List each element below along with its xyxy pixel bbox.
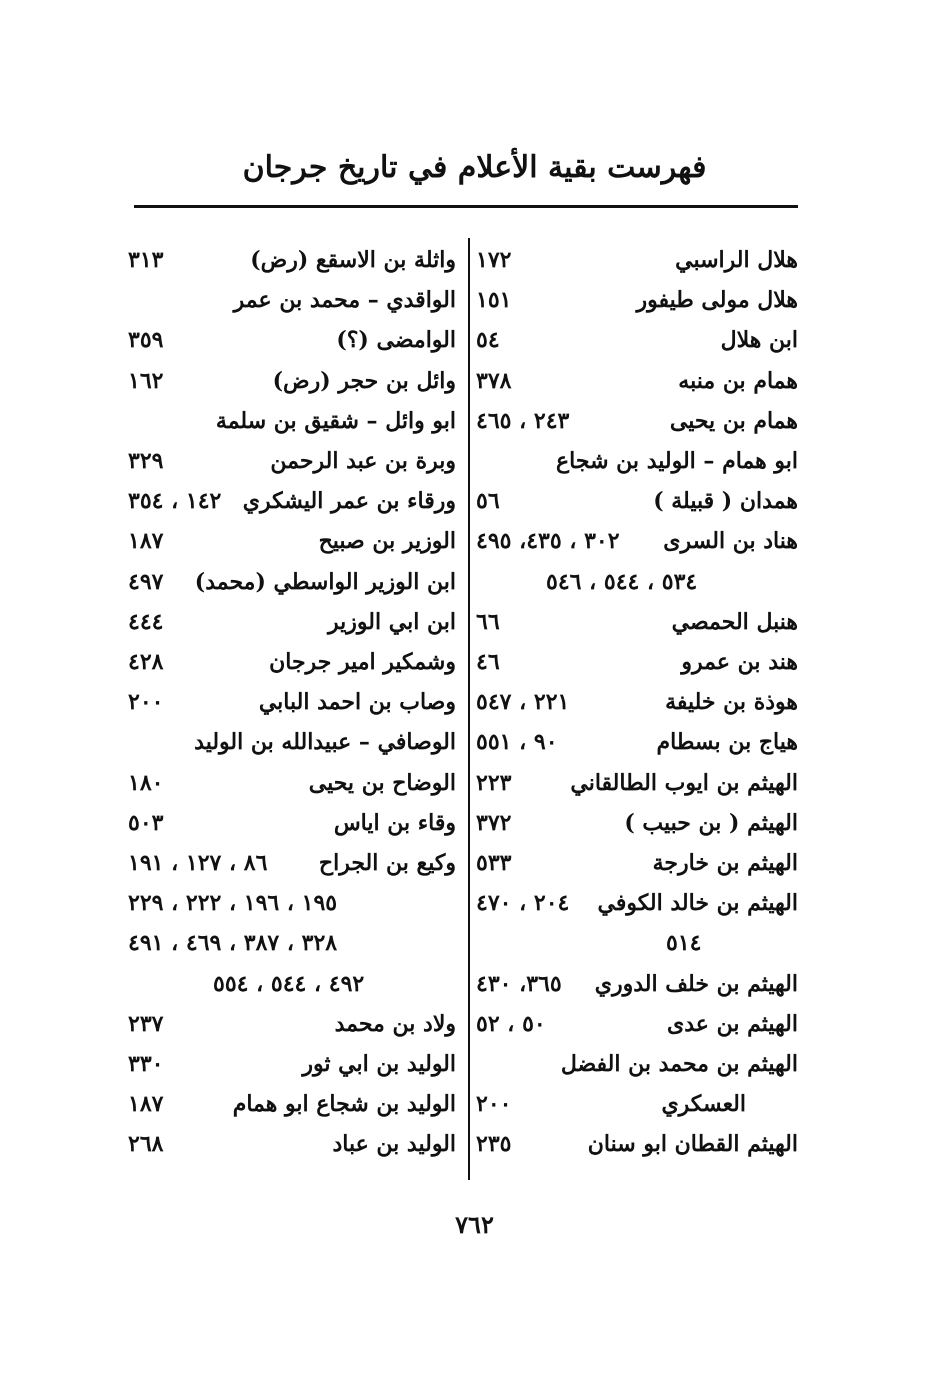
entry-name: الواقدي – محمد بن عمر	[233, 287, 456, 314]
index-entry	[476, 883, 798, 923]
index-entry	[128, 401, 456, 441]
index-entry	[476, 1084, 798, 1124]
index-entry	[128, 642, 456, 682]
index-entry	[128, 280, 456, 320]
index-entry	[128, 441, 456, 481]
entry-pages: ٤٦	[476, 649, 500, 675]
index-entry	[476, 803, 798, 843]
entry-pages: ٥١٤	[666, 930, 702, 957]
page-title	[0, 150, 949, 185]
entry-pages: ٣٧٨	[476, 367, 512, 394]
entry-pages: ٤٤٤	[128, 608, 164, 635]
index-entry	[476, 280, 798, 320]
entry-name: وائل بن حجر (رض)	[272, 367, 456, 394]
entry-pages: ١٤٢ ، ٣٥٤	[128, 488, 222, 515]
entry-name: الهيثم القطان ابو سنان	[587, 1131, 798, 1158]
entry-pages: ٥٣٣	[476, 850, 512, 876]
index-entry	[476, 923, 798, 963]
index-entry	[128, 1004, 456, 1044]
entry-pages: ٢٠٠	[128, 689, 164, 716]
entry-pages: ٢٠٤ ، ٤٧٠	[476, 890, 570, 917]
index-entry	[476, 361, 798, 401]
entry-name: وقاء بن اياس	[333, 809, 456, 836]
index-entry	[128, 843, 456, 883]
index-entry	[476, 964, 798, 1004]
entry-name: الهيثم ( بن حبيب )	[624, 809, 798, 836]
index-entry	[476, 1044, 798, 1084]
entry-pages: ٢٣٧	[128, 1010, 164, 1037]
entry-pages: ٨٦ ، ١٢٧ ، ١٩١	[128, 850, 268, 876]
entry-name: الوليد بن عباد	[332, 1131, 456, 1158]
entry-name: ابن ابي الوزير	[328, 608, 456, 635]
entry-name: هلال مولى طيفور	[636, 287, 798, 314]
index-column-right	[476, 240, 798, 1180]
entry-pages: ٩٠ ، ٥٥١	[476, 729, 558, 756]
entry-name: ورقاء بن عمر اليشكري	[242, 488, 456, 515]
entry-pages: ٢٢١ ، ٥٤٧	[476, 689, 570, 716]
entry-pages: ٢٤٣ ، ٤٦٥	[476, 407, 570, 434]
entry-pages: ٢٠٠	[476, 1091, 512, 1118]
index-entry	[128, 682, 456, 722]
index-entry	[476, 843, 798, 883]
entry-name: هناد بن السرى	[663, 528, 798, 555]
index-entry	[128, 602, 456, 642]
entry-name: ابو همام – الوليد بن شجاع	[556, 448, 798, 474]
entry-name: الوليد بن شجاع ابو همام	[232, 1091, 456, 1118]
entry-pages: ١٩٥ ، ١٩٦ ، ٢٢٢ ، ٢٢٩	[128, 890, 338, 917]
index-entry	[128, 521, 456, 561]
index-entry	[128, 763, 456, 803]
entry-name: الهيثم بن ايوب الطالقاني	[570, 769, 798, 796]
entry-pages: ٤٢٨	[128, 649, 164, 675]
entry-name: الوصافي – عبيدالله بن الوليد	[194, 729, 456, 756]
entry-name: هلال الراسبي	[675, 247, 798, 273]
entry-pages: ٦٦	[476, 608, 500, 635]
index-entry	[476, 320, 798, 360]
entry-pages: ٣٧٢	[476, 809, 512, 836]
entry-name: واثلة بن الاسقع (رض)	[250, 247, 456, 273]
header-rule	[134, 205, 798, 208]
entry-name: ولاد بن محمد	[334, 1010, 456, 1037]
index-entry	[476, 682, 798, 722]
index-entry	[128, 361, 456, 401]
index-entry	[128, 481, 456, 521]
entry-name: الوضاح بن يحيى	[308, 769, 456, 796]
index-entry	[128, 562, 456, 602]
index-entry	[128, 320, 456, 360]
entry-name: هوذة بن خليفة	[665, 689, 798, 716]
entry-name: الهيثم بن محمد بن الفضل	[560, 1051, 798, 1077]
entry-name: ابو وائل – شقيق بن سلمة	[215, 407, 456, 434]
column-divider	[468, 238, 470, 1180]
entry-pages: ٢٣٥	[476, 1131, 512, 1158]
entry-pages: ٣٠٢ ، ٤٣٥، ٤٩٥	[476, 528, 620, 555]
index-entry	[476, 642, 798, 682]
entry-name: وشمكير امير جرجان	[269, 649, 456, 675]
entry-pages: ٥٠٣	[128, 809, 164, 836]
entry-name: الهيثم بن عدى	[667, 1010, 798, 1037]
entry-name: ابن هلال	[720, 327, 798, 354]
entry-name: الهيثم بن خلف الدوري	[594, 970, 798, 997]
entry-name: العسكري	[661, 1091, 746, 1118]
entry-pages: ٣١٣	[128, 247, 164, 273]
index-entry	[476, 722, 798, 762]
index-entry	[476, 602, 798, 642]
index-entry	[128, 1084, 456, 1124]
index-entry	[128, 883, 456, 923]
entry-name: الوليد بن ابي ثور	[302, 1051, 456, 1077]
index-entry	[128, 722, 456, 762]
entry-name: الهيثم بن خالد الكوفي	[597, 890, 798, 917]
entry-pages: ٤٩٧	[128, 568, 164, 595]
index-entry	[476, 562, 798, 602]
entry-pages: ١٨٧	[128, 528, 164, 555]
entry-name: الوامضى (؟)	[336, 327, 456, 354]
entry-name: وكيع بن الجراح	[318, 850, 456, 876]
index-entry	[476, 240, 798, 280]
index-entry	[128, 240, 456, 280]
entry-name: هنبل الحمصي	[671, 608, 798, 635]
entry-pages: ٥٠ ، ٥٢	[476, 1010, 546, 1037]
entry-name: وبرة بن عبد الرحمن	[270, 448, 456, 474]
entry-pages: ٣٣٠	[128, 1051, 164, 1077]
entry-pages: ٥٤	[476, 327, 500, 354]
entry-pages: ٢٦٨	[128, 1131, 164, 1158]
entry-pages: ٣٢٩	[128, 448, 164, 474]
index-entry	[128, 1044, 456, 1084]
entry-name: وصاب بن احمد البابي	[258, 689, 456, 716]
index-entry	[476, 1124, 798, 1164]
entry-pages: ٣٢٨ ، ٣٨٧ ، ٤٦٩ ، ٤٩١	[128, 930, 338, 957]
entry-pages: ١٥١	[476, 287, 512, 314]
index-entry	[128, 923, 456, 963]
entry-pages: ٣٥٩	[128, 327, 164, 354]
index-column-left	[128, 240, 456, 1180]
entry-name: ابن الوزير الواسطي (محمد)	[194, 568, 456, 595]
entry-pages: ٤٩٢ ، ٥٤٤ ، ٥٥٤	[213, 970, 365, 997]
entry-pages: ٥٣٤ ، ٥٤٤ ، ٥٤٦	[546, 568, 698, 595]
entry-pages: ١٧٢	[476, 247, 512, 273]
entry-name: الهيثم بن خارجة	[652, 850, 798, 876]
entry-pages: ١٨٧	[128, 1091, 164, 1118]
index-entry	[128, 803, 456, 843]
entry-name: هياج بن بسطام	[656, 729, 798, 756]
entry-name: همام بن يحيى	[669, 407, 798, 434]
page-number: ٧٦٢	[455, 1210, 494, 1239]
entry-name: همدان ( قبيلة )	[653, 488, 798, 515]
entry-pages: ٣٦٥، ٤٣٠	[476, 970, 562, 997]
index-entry	[476, 521, 798, 561]
index-entry	[476, 1004, 798, 1044]
index-entry	[476, 763, 798, 803]
page-title-text: فهرست بقية الأعلام في تاريخ جرجان	[242, 150, 707, 185]
index-entry	[128, 1124, 456, 1164]
entry-name: الوزير بن صبيح	[318, 528, 456, 555]
index-entry	[476, 441, 798, 481]
entry-pages: ١٨٠	[128, 769, 164, 796]
entry-name: همام بن منبه	[678, 367, 798, 394]
index-entry	[128, 964, 456, 1004]
index-entry	[476, 401, 798, 441]
index-entry	[476, 481, 798, 521]
entry-pages: ٢٢٣	[476, 769, 512, 796]
entry-pages: ١٦٢	[128, 367, 164, 394]
entry-name: هند بن عمرو	[681, 649, 798, 675]
entry-pages: ٥٦	[476, 488, 500, 515]
